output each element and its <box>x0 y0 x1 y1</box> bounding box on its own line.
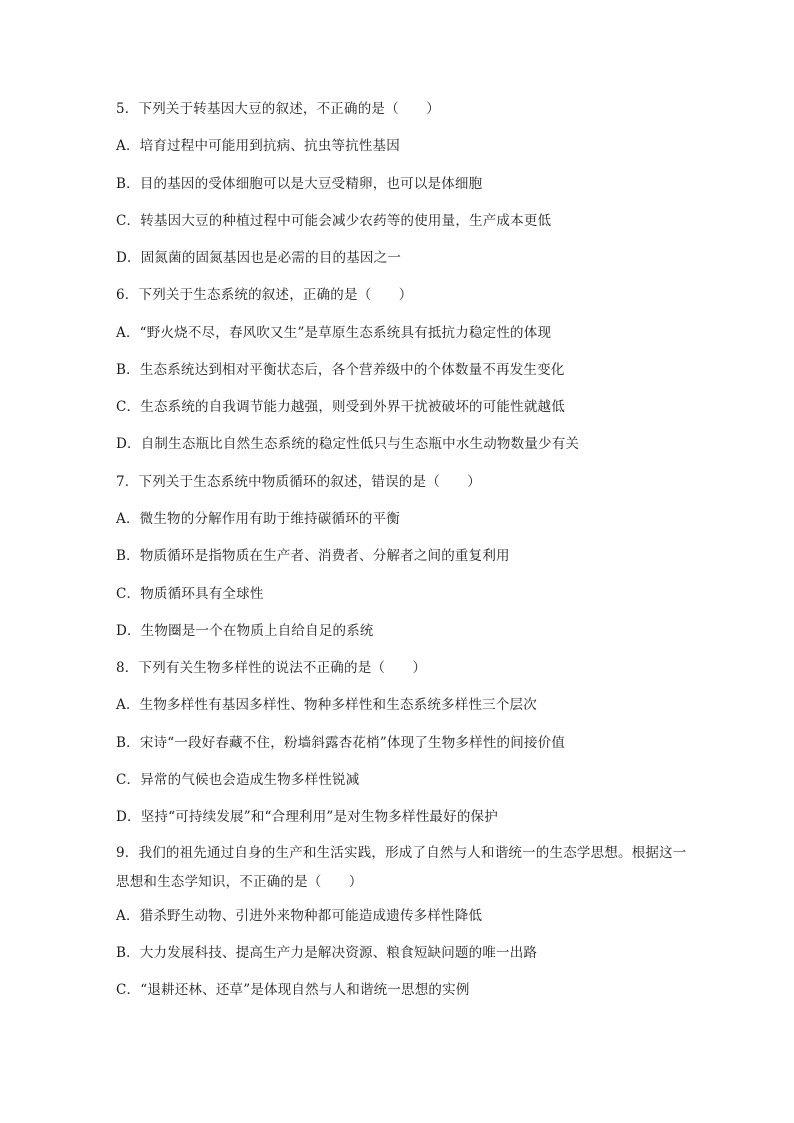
question-8-stem: 8．下列有关生物多样性的说法不正确的是（ ） <box>116 660 427 676</box>
question-5-stem: 5．下列关于转基因大豆的叙述，不正确的是（ ） <box>116 101 440 117</box>
question-9-option-c: C．“退耕还林、还草”是体现自然与人和谐统一思想的实例 <box>116 982 470 998</box>
question-7-option-a: A．微生物的分解作用有助于维持碳循环的平衡 <box>116 511 400 527</box>
question-6-option-b: B．生态系统达到相对平衡状态后，各个营养级中的个体数量不再发生变化 <box>116 362 565 378</box>
question-7-stem: 7．下列关于生态系统中物质循环的叙述，错误的是（ ） <box>116 474 481 490</box>
question-8-option-d: D．坚持“可持续发展”和“合理利用”是对生物多样性最好的保护 <box>116 809 498 825</box>
question-5-option-b: B．目的基因的受体细胞可以是大豆受精卵，也可以是体细胞 <box>116 176 483 192</box>
question-8-option-c: C．异常的气候也会造成生物多样性锐减 <box>116 772 360 788</box>
question-5-option-a: A．培育过程中可能用到抗病、抗虫等抗性基因 <box>116 138 400 154</box>
question-7-option-c: C．物质循环具有全球性 <box>116 586 264 602</box>
question-6-option-c: C．生态系统的自我调节能力越强，则受到外界干扰被破坏的可能性就越低 <box>116 399 565 415</box>
question-8-option-a: A．生物多样性有基因多样性、物种多样性和生态系统多样性三个层次 <box>116 697 537 713</box>
question-7-option-b: B．物质循环是指物质在生产者、消费者、分解者之间的重复利用 <box>116 548 510 564</box>
question-9-option-b: B．大力发展科技、提高生产力是解决资源、粮食短缺问题的唯一出路 <box>116 945 538 961</box>
question-5-option-d: D．固氮菌的固氮基因也是必需的目的基因之一 <box>116 250 402 266</box>
question-9-option-a: A．猎杀野生动物、引进外来物种都可能造成遗传多样性降低 <box>116 908 483 924</box>
question-6-stem: 6．下列关于生态系统的叙述，正确的是（ ） <box>116 287 413 303</box>
question-6-option-a: A．“野火烧不尽，春风吹又生”是草原生态系统具有抵抗力稳定性的体现 <box>116 325 552 341</box>
question-8-option-b: B．宋诗“一段好春藏不住，粉墙斜露杏花梢”体现了生物多样性的间接价值 <box>116 735 566 751</box>
question-6-option-d: D．自制生态瓶比自然生态系统的稳定性低只与生态瓶中水生动物数量少有关 <box>116 436 580 452</box>
question-7-option-d: D．生物圈是一个在物质上自给自足的系统 <box>116 623 374 639</box>
question-5-option-c: C．转基因大豆的种植过程中可能会减少农药等的使用量，生产成本更低 <box>116 213 552 229</box>
question-9-stem: 9．我们的祖先通过自身的生产和生活实践，形成了自然与人和谐统一的生态学思想。根据这一思想和生态学知识，不正确的是（ ） <box>116 845 687 890</box>
